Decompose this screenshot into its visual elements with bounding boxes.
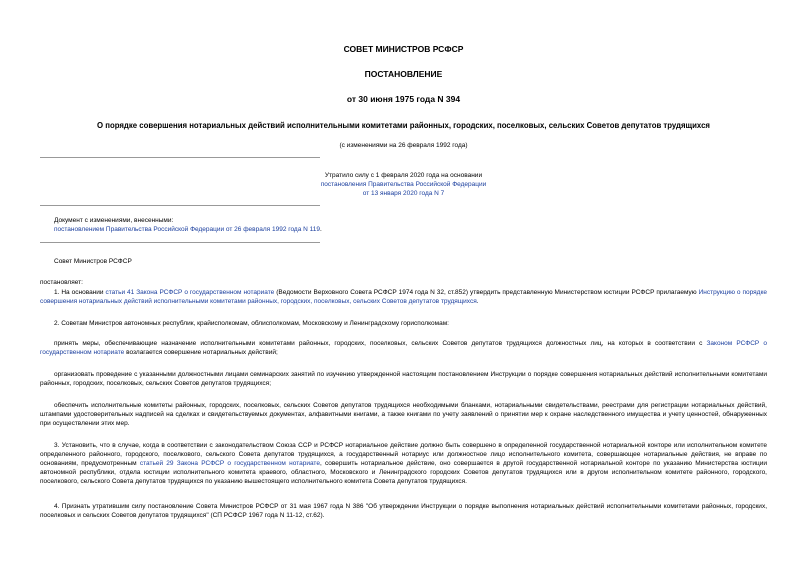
amendments-label: Документ с изменениями, внесенными: xyxy=(54,217,174,224)
revision-note: (с изменениями на 26 февраля 1992 года) xyxy=(339,142,468,149)
link-article-41[interactable]: статьи 41 Закона РСФСР о государственном нотариате xyxy=(105,289,275,296)
amendments-link[interactable]: постановлением Правительства Российской Федерации от 26 февраля 1992 года N 119 xyxy=(54,226,321,233)
expired-text: Утратило силу с 1 февраля 2020 года на основании xyxy=(324,172,483,179)
expired-block xyxy=(0,171,807,198)
resolves: постановляет: xyxy=(40,279,83,286)
issuer: Совет Министров РСФСР xyxy=(54,258,132,265)
paragraph-2: 2. Советам Министров автономных республик, крайисполкомам, облисполкомам, Московскому и Ленинградскому горисполкомам: xyxy=(54,320,449,327)
paragraph-3: 3. Установить, что в случае, когда в соответствии с законодательством Союза ССР и РСФСР нотариальное действие должно быть совершено в определенной государственной нотариальной конторе или исполнительном комитете определенного районного, городского, поселкового, сельского Совета депутатов трудящихся, а государственный нотариус или должностное лицо исполнительного комитета, совершающее нотариальные действия, не вправе по основаниям, предусмотренным статьей 29 Закона РСФСР о государственном нотариате, совершить нотариальное действие, оно совершается в другой государственной нотариальной конторе по указанию Министерства юстиции автономной республики, отдела юстиции исполнительного комитета краевого, областного, Московского и Ленинградского городских Советов депутатов трудящихся или в другом исполнительном комитете районного, городского, поселкового, сельского Совета депутатов трудящихся по указанию вышестоящего исполнительного комитета Совета депутатов трудящихся. xyxy=(40,442,768,485)
doc-type: ПОСТАНОВЛЕНИЕ xyxy=(364,69,443,79)
divider xyxy=(40,157,320,158)
link-instruction[interactable]: Инструкцию о порядке совершения нотариальных действий исполнительными комитетами районных, городских, поселковых, сельских Советов депутатов трудящихся xyxy=(40,289,767,305)
doc-date-number: от 30 июня 1975 года N 394 xyxy=(346,94,461,104)
doc-title: О порядке совершения нотариальных действий исполнительными комитетами районных, городских, поселковых, сельских Советов депутатов трудящихся xyxy=(97,121,710,130)
org-name: СОВЕТ МИНИСТРОВ РСФСР xyxy=(343,44,464,54)
paragraph-1: 1. На основании статьи 41 Закона РСФСР о государственном нотариате (Ведомости Верховного Совета РСФСР 1974 года N 32, ст.852) утвердить представленную Министерством юстиции РСФСР прилагаемую Инструкцию о порядке совершения нотариальных действий исполнительными комитетами районных, городских, поселковых, сельских Советов депутатов трудящихся. xyxy=(40,289,767,305)
divider xyxy=(40,242,320,243)
link-notary-law[interactable]: Законом РСФСР о государственном нотариате xyxy=(40,340,767,356)
amendments-block: Документ с изменениями, внесенными: постановлением Правительства Российской Федерации от 26 февраля 1992 года N 119. xyxy=(54,216,767,234)
link-article-29[interactable]: статьей 29 Закона РСФСР о государственном нотариате xyxy=(139,460,320,467)
divider xyxy=(40,205,320,206)
paragraph-4: 4. Признать утратившим силу постановление Совета Министров РСФСР от 31 мая 1967 года N 386 "Об утверждении Инструкции о порядке выполнения нотариальных действий исполнительными комитетами районных, городских, поселковых и сельских Советов депутатов трудящихся" (СП РСФСР 1967 года N 11-12, ст.62). xyxy=(40,503,767,519)
paragraph-2b: организовать проведение с указанными должностными лицами семинарских занятий по изучению утвержденной настоящим постановлением Инструкции о порядке совершения нотариальных действий исполнительными комитетами районных, городских, поселковых, сельских Советов депутатов трудящихся; xyxy=(40,371,767,387)
paragraph-2c: обеспечить исполнительные комитеты районных, городских, поселковых, сельских Советов депутатов трудящихся необходимыми бланками, нотариальными свидетельствами, реестрами для регистрации нотариальных действий, штампами удостоверительных надписей на сделках и свидетельствуемых документах, алфавитными книгами, а также книгами по учету заявлений о принятии мер к охране наследственного имущества и учету ценностей, обнаруженных при осуществлении этих мер. xyxy=(40,402,767,427)
expired-link-date[interactable]: от 13 января 2020 года N 7 xyxy=(362,190,445,197)
paragraph-2a: принять меры, обеспечивающие назначение исполнительными комитетами районных, городских, поселковых, сельских Советов депутатов трудящихся должностных лиц, на которых в соответствии с Законом РСФСР о государственном нотариате возлагается совершение нотариальных действий; xyxy=(40,340,767,356)
expired-link-decree[interactable]: постановления Правительства Российской Федерации xyxy=(320,181,487,188)
